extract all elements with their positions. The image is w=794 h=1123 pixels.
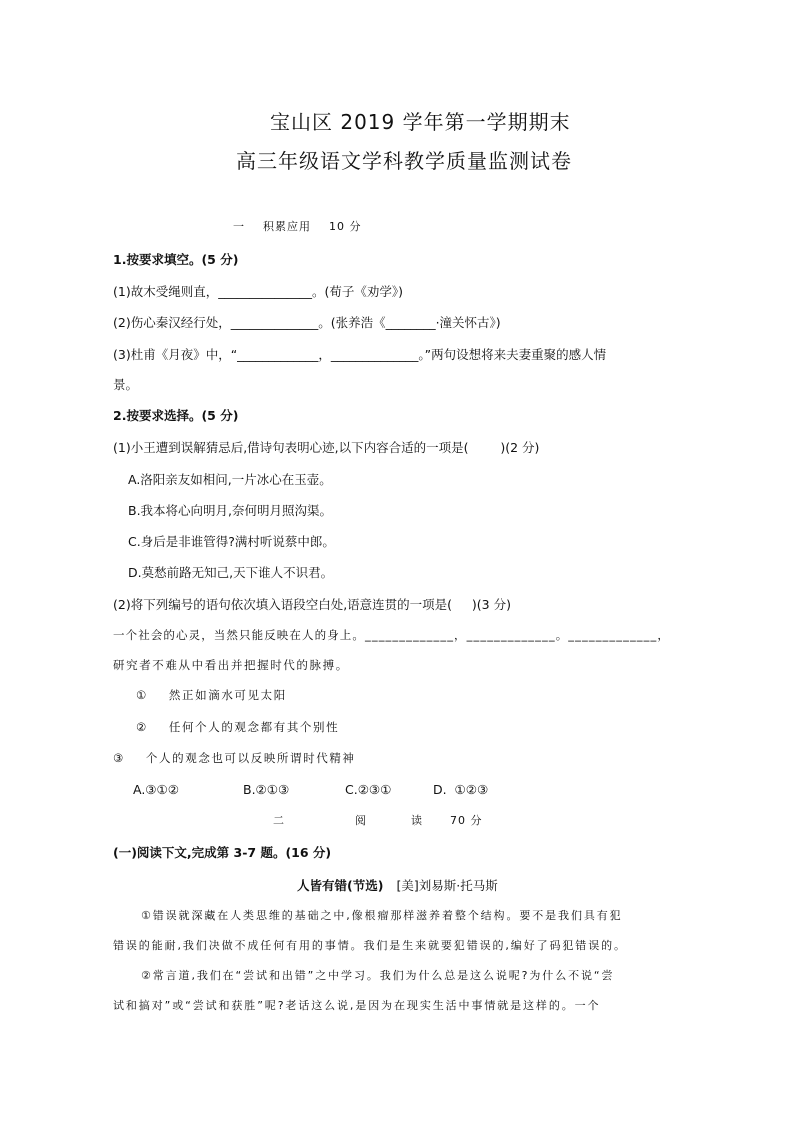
q2-sub1-option-d: D.莫愁前路无知己,天下谁人不识君。 <box>128 565 334 580</box>
q1-item2: (2)伤心秦汉经行处，______________。(张养浩《________·潼关怀古》) <box>113 315 501 330</box>
q1-heading: 1.按要求填空。(5 分) <box>113 252 239 267</box>
q2-sub2-passage-line2: 研究者不难从中看出并把握时代的脉搏。 <box>113 658 349 672</box>
q2-sub2-stem: (2)将下列编号的语句依次填入语段空白处,语意连贯的一项是( )(3 分) <box>113 597 511 612</box>
q2-sub2-sentence-1: ① 然正如滴水可见太阳 <box>136 688 287 702</box>
section2-heading-part1: 二 <box>273 814 285 827</box>
q2-sub1-stem: (1)小王遭到误解猜忌后,借诗句表明心迹,以下内容合适的一项是( )(2 分) <box>113 440 540 455</box>
article-line-1: ①错误就深藏在人类思维的基础之中,像根瘤那样滋养着整个结构。要不是我们具有犯 <box>141 909 623 922</box>
q1-item3-line2: 景。 <box>113 377 139 392</box>
q2-sub2-choice-d: D. ①②③ <box>433 782 489 797</box>
section2-heading-part4: 70 分 <box>450 814 483 827</box>
q2-sub2-choice-a: A.③①② <box>133 782 179 797</box>
exam-title-line2: 高三年级语文学科教学质量监测试卷 <box>236 149 572 173</box>
section2-heading-part2: 阅 <box>355 814 367 827</box>
q2-sub2-choice-b: B.②①③ <box>243 782 290 797</box>
q2-sub2-passage-line1: 一个社会的心灵，当然只能反映在人的身上。_____________，_____________。_____________， <box>113 628 670 642</box>
exam-title-line1: 宝山区 2019 学年第一学期期末 <box>270 110 571 134</box>
q2-sub2-sentence-3: ③ 个人的观念也可以反映所谓时代精神 <box>113 751 356 765</box>
q2-sub1-option-a: A.洛阳亲友如相问,一片冰心在玉壶。 <box>128 472 332 487</box>
q2-sub1-option-b: B.我本将心向明月,奈何明月照沟渠。 <box>128 503 333 518</box>
q2-sub1-option-c: C.身后是非谁管得?满村听说蔡中郎。 <box>128 534 335 549</box>
article-title: 人皆有错(节选) <box>297 878 384 893</box>
article-line-4: 试和搞对”或“尝试和获胜”呢?老话这么说,是因为在现实生活中事情就是这样的。一个 <box>113 999 601 1012</box>
q2-sub2-choice-c: C.②③① <box>345 782 392 797</box>
q2-heading: 2.按要求选择。(5 分) <box>113 408 239 423</box>
article-author: [美]刘易斯·托马斯 <box>396 878 498 893</box>
section1-heading: 一 积累应用 10 分 <box>233 220 362 233</box>
section2-heading-part3: 读 <box>411 814 423 827</box>
article-line-2: 错误的能耐,我们决做不成任何有用的事情。我们是生来就要犯错误的,编好了码犯错误的。 <box>113 939 627 952</box>
q1-item3-line1: (3)杜甫《月夜》中，“_____________，______________。”两句设想将来夫妻重聚的感人情 <box>113 347 607 362</box>
reading-intro: (一)阅读下文,完成第 3-7 题。(16 分) <box>113 845 332 860</box>
article-heading <box>297 875 498 894</box>
q1-item1: (1)故木受绳则直，_______________。(荀子《劝学》) <box>113 284 403 299</box>
article-line-3: ②常言道,我们在“尝试和出错”之中学习。我们为什么总是这么说呢?为什么不说“尝 <box>141 969 615 982</box>
q2-sub2-sentence-2: ② 任何个人的观念都有其个别性 <box>136 720 340 734</box>
